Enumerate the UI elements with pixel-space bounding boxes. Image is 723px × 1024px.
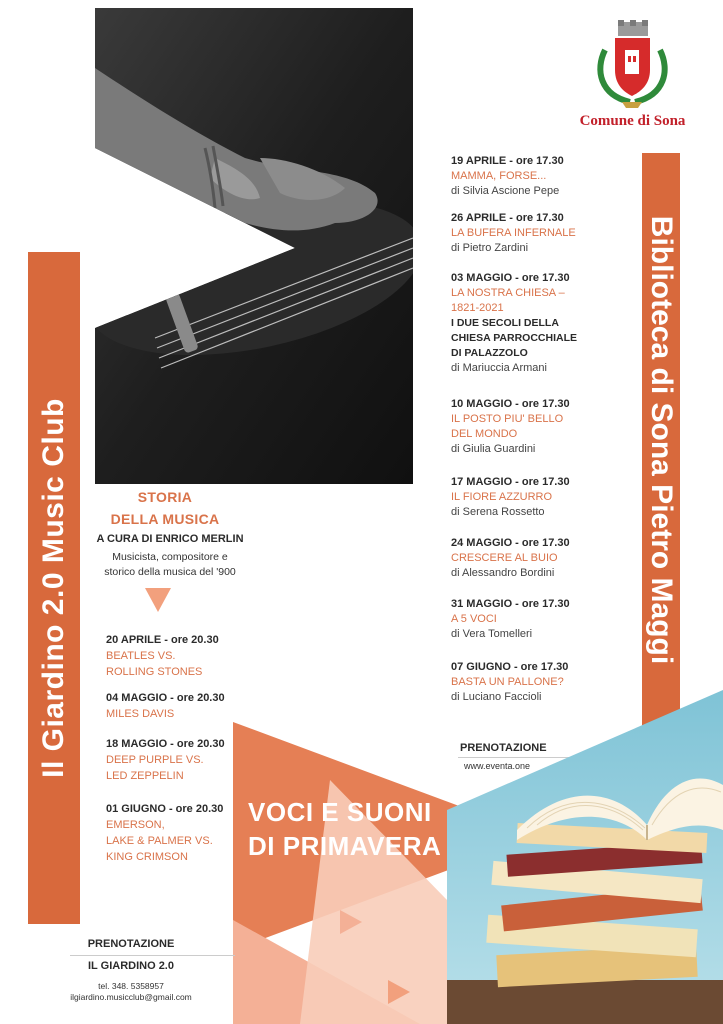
- library-event: [451, 397, 570, 457]
- music-event: [106, 801, 223, 865]
- event-author: di Mariuccia Armani: [451, 362, 547, 374]
- event-title: MILES DAVIS: [106, 708, 175, 720]
- event-title: IL FIORE AZZURRO: [451, 491, 553, 503]
- event-author: di Giulia Guardini: [451, 443, 536, 455]
- event-title: DEEP PURPLE VS.: [106, 754, 204, 766]
- event-title: BEATLES VS.: [106, 650, 176, 662]
- event-date: 10 MAGGIO - ore 17.30: [451, 398, 570, 410]
- event-author: di Luciano Faccioli: [451, 691, 542, 703]
- event-date: 17 MAGGIO - ore 17.30: [451, 476, 570, 488]
- event-subtitle: DI PALAZZOLO: [451, 347, 528, 359]
- event-date: 19 APRILE - ore 17.30: [451, 155, 564, 167]
- curator-desc-line1: Musicista, compositore e: [112, 551, 228, 563]
- event-title: 1821-2021: [451, 302, 504, 314]
- library-event: [451, 597, 570, 642]
- event-title: LA NOSTRA CHIESA –: [451, 287, 565, 299]
- storia-title: [95, 486, 235, 530]
- event-date: 26 APRILE - ore 17.30: [451, 212, 564, 224]
- curator-description: [80, 550, 260, 580]
- music-event: [106, 690, 225, 722]
- event-title: CRESCERE AL BUIO: [451, 552, 558, 564]
- library-event: [451, 536, 570, 581]
- event-title: IL POSTO PIU' BELLO: [451, 413, 564, 425]
- event-date: 07 GIUGNO - ore 17.30: [451, 661, 569, 673]
- right-banner-text: Biblioteca di Sona Pietro Maggi: [645, 215, 678, 665]
- municipality-name: Comune di Sona: [579, 113, 686, 129]
- series-title-line1: VOCI E SUONI: [248, 797, 432, 827]
- booking-phone[interactable]: tel. 348. 5358957: [98, 981, 164, 991]
- music-event: [106, 632, 219, 680]
- event-title: ROLLING STONES: [106, 666, 203, 678]
- booking-email[interactable]: ilgiardino.musicclub@gmail.com: [70, 992, 192, 1002]
- booking-contacts: [0, 981, 262, 1003]
- booking-website[interactable]: www.eventa.one: [464, 761, 531, 771]
- event-title: EMERSON,: [106, 819, 165, 831]
- booking-label-library: PRENOTAZIONE: [460, 742, 547, 754]
- library-event: [451, 475, 570, 520]
- storia-title-line2: DELLA MUSICA: [110, 511, 220, 527]
- event-author: di Silvia Ascione Pepe: [451, 185, 560, 197]
- booking-venue: IL GIARDINO 2.0: [88, 960, 174, 972]
- divider: [70, 955, 235, 956]
- event-title: A 5 VOCI: [451, 613, 497, 625]
- event-title: LED ZEPPELIN: [106, 770, 184, 782]
- event-date: 03 MAGGIO - ore 17.30: [451, 272, 570, 284]
- booking-label-club: PRENOTAZIONE: [87, 938, 175, 950]
- curator-desc-line2: storico della musica del '900: [104, 566, 236, 578]
- left-banner-text: Il Giardino 2.0 Music Club: [37, 398, 70, 778]
- event-title: KING CRIMSON: [106, 851, 188, 863]
- books-photo: [447, 690, 723, 1024]
- event-date: 01 GIUGNO - ore 20.30: [106, 803, 224, 815]
- series-title-line2: DI PRIMAVERA: [248, 831, 442, 861]
- event-title: DEL MONDO: [451, 428, 518, 440]
- guitar-photo: [95, 8, 413, 484]
- curator: A CURA DI ENRICO MERLIN: [96, 533, 244, 545]
- triangle-down-icon: [145, 588, 171, 612]
- coat-of-arms-icon: [590, 20, 675, 110]
- event-date: 24 MAGGIO - ore 17.30: [451, 537, 570, 549]
- event-title: BASTA UN PALLONE?: [451, 676, 564, 688]
- event-author: di Serena Rossetto: [451, 506, 545, 518]
- event-title: LA BUFERA INFERNALE: [451, 227, 576, 239]
- event-author: di Pietro Zardini: [451, 242, 529, 254]
- library-event: [451, 211, 576, 256]
- event-subtitle: I DUE SECOLI DELLA: [451, 317, 559, 329]
- event-author: di Vera Tomelleri: [451, 628, 533, 640]
- event-title: MAMMA, FORSE...: [451, 170, 547, 182]
- event-title: LAKE & PALMER VS.: [106, 835, 213, 847]
- music-event: [106, 736, 225, 784]
- event-author: di Alessandro Bordini: [451, 567, 555, 579]
- event-subtitle: CHIESA PARROCCHIALE: [451, 332, 578, 344]
- storia-title-line1: STORIA: [137, 489, 193, 505]
- event-date: 04 MAGGIO - ore 20.30: [106, 692, 225, 704]
- library-event: [451, 271, 577, 376]
- event-date: 31 MAGGIO - ore 17.30: [451, 598, 570, 610]
- library-event: [451, 154, 564, 199]
- event-date: 18 MAGGIO - ore 20.30: [106, 738, 225, 750]
- event-series-title: [248, 795, 478, 863]
- event-date: 20 APRILE - ore 20.30: [106, 634, 219, 646]
